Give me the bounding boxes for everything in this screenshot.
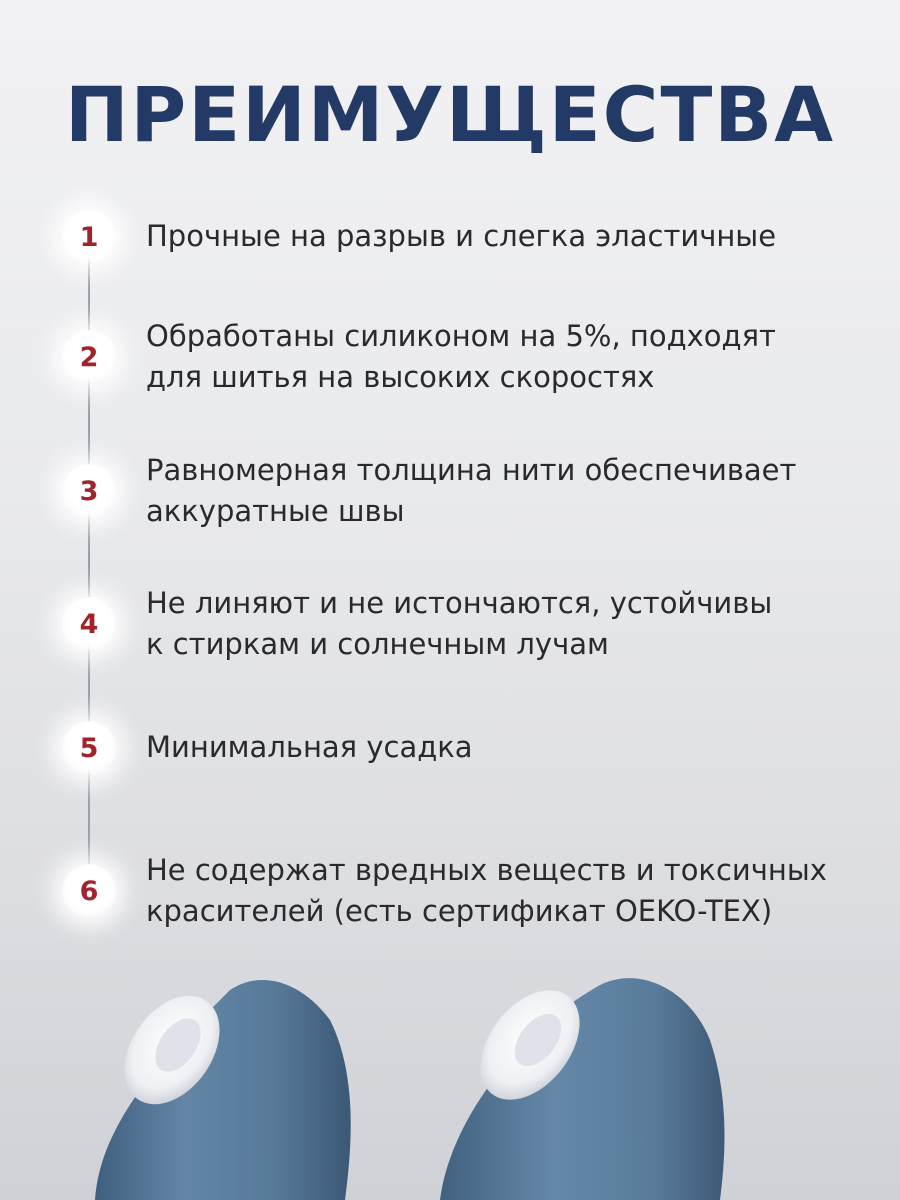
page-title: ПРЕИМУЩЕСТВА [64,70,836,159]
advantage-text [146,850,866,932]
advantage-text-line: Прочные на разрыв и слегка эластичные [146,219,777,253]
number-badge: 3 [62,464,116,518]
advantage-text-line: Не линяют и не истончаются, устойчивы [146,586,773,620]
advantage-text-line: аккуратные швы [146,494,405,528]
advantage-text-line: Не содержат вредных веществ и токсичных [146,853,827,887]
advantage-text [146,727,866,768]
advantage-text-line: красителей (есть сертификат OEKO-TEX) [146,894,773,928]
number-badge: 5 [62,721,116,775]
thread-spools-image [0,960,900,1200]
advantage-text [146,316,866,398]
number-badge: 2 [62,330,116,384]
advantage-text-line: к стиркам и солнечным лучам [146,627,609,661]
number-badge: 4 [62,597,116,651]
advantage-text [146,450,866,532]
spool-left [95,978,351,1200]
number-badge: 1 [62,210,116,264]
number-badge: 6 [62,864,116,918]
spool-right [440,972,724,1200]
advantage-text-line: Равномерная толщина нити обеспечивает [146,453,797,487]
advantage-text-line: Минимальная усадка [146,730,473,764]
advantage-text [146,216,866,257]
advantage-text-line: для шитья на высоких скоростях [146,360,655,394]
advantage-text-line: Обработаны силиконом на 5%, подходят [146,319,776,353]
advantage-text [146,583,866,665]
